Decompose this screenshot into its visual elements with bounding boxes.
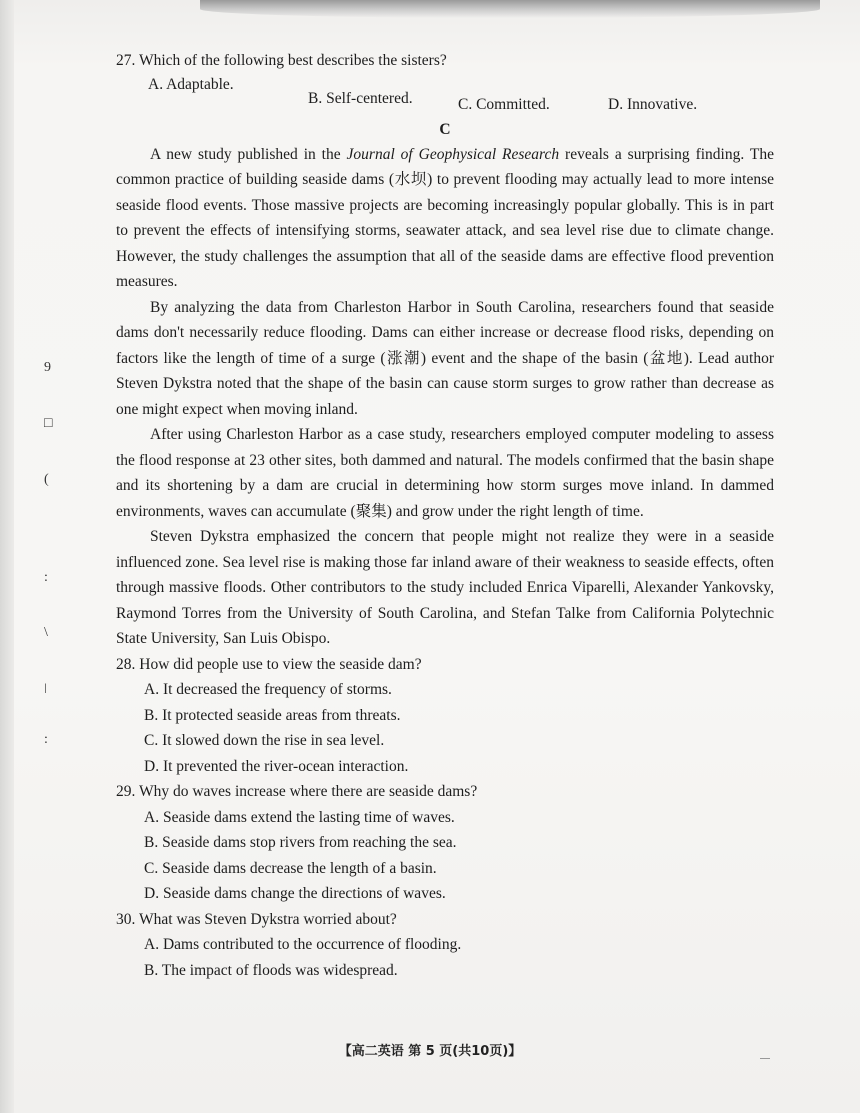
- question-title: 29. Why do waves increase where there are seaside dams?: [116, 783, 478, 800]
- section-letter: C: [439, 120, 451, 138]
- option-d: D. Seaside dams change the directions of waves.: [144, 885, 446, 902]
- q27-option-a: A. Adaptable.: [148, 75, 234, 93]
- exam-page: 9 □ ( : \ ǀ : 27. Which of the following best describes the sisters? A. Adaptable. B. Self-centered. C. Committed. D. Innovative. C A new study published in the Journal of Geophysical Research reveals a surprising finding. The common practice of building seaside dams (水坝) to prevent flooding may actually lead to more intense seaside flood events. Those massive projects are becoming increasingly popular globally. This is in part to prevent the effects of intensifying storms, seawater attack, and sea level rise due to climate change. However, the study challenges the assumption that all of the seaside dams are effective flood prevention measures. By analyzing the data from Charleston Harbor in South Carolina, researchers found that seaside dams don't necessarily reduce flooding. Dams can either increase or decrease flood risks, depending on factors like the length of time of a surge (涨潮) event and the shape of the basin (盆地). Lead author Steven Dykstra noted that the shape of the basin can cause storm surges to grow rather than decrease as one might expect when moving inland. After using Charleston Harbor as a case study, researchers employed computer modeling to assess the flood response at 23 other sites, both dammed and natural. The models confirmed that the basin shape and its shortening by a dam are crucial in determining how storm surges move inland. In dammed environments, waves can accumulate (聚集) and grow under the right length of time. Steven Dykstra emphasized the concern that people might not realize they were in a seaside influenced zone. Sea level rise is making those far inland aware of their weakness to seaside effects, often through massive floods. Other contributors to the study included Enrica Viparelli, Alexander Yankovsky, Raymond Torres from the University of South Carolina, and Stefan Talke from California Polytechnic State University, San Luis Obispo. 28. How did people use to view the seaside dam? A. It decreased the frequency of storms. B. It protected seaside areas from threats. C. It slowed down the rise in sea level. D. It prevented the river-ocean interaction. 29. Why do waves increase where there are seaside dams? A. Seaside dams extend the lasting time of waves. B. Seaside dams stop rivers from reaching the sea. C. Seaside dams decrease the length of a basin. D. Seaside dams change the directions of waves. 30. What was Steven Dykstra worried about? A. Dams contributed to the occurrence of flooding. B. The impact of floods was widespread. 【高二英语 第 5 页(共10页)】: [0, 0, 860, 1113]
- page-footer: 【高二英语 第 5 页(共10页)】: [338, 1044, 522, 1059]
- question-27-options: [116, 74, 774, 118]
- q27-option-c: C. Committed.: [458, 95, 550, 113]
- passage-paragraph-4: Steven Dykstra emphasized the concern that people might not realize they were in a seaside influenced zone. Sea level rise is making those far inland aware of their weakness to seaside effects, often through massive floods. Other contributors to the study included Enrica Viparelli, Alexander Yankovsky, Raymond Torres from the University of South Carolina, and Stefan Talke from California Polytechnic State University, San Luis Obispo.: [116, 528, 774, 647]
- question-29: [116, 779, 774, 907]
- page-content: [116, 48, 774, 983]
- journal-title: Journal of Geophysical Research: [346, 145, 560, 163]
- page-fold-shadow: [200, 0, 820, 18]
- option-c: C. Seaside dams decrease the length of a basin.: [144, 859, 437, 877]
- option-a: A. It decreased the frequency of storms.: [144, 681, 392, 698]
- q27-option-d: D. Innovative.: [608, 95, 698, 113]
- option-b: B. It protected seaside areas from threats.: [144, 706, 401, 724]
- question-title: 30. What was Steven Dykstra worried about?: [116, 910, 397, 928]
- footer-dash: [760, 1058, 770, 1059]
- option-a: A. Dams contributed to the occurrence of flooding.: [144, 936, 462, 953]
- option-b: B. Seaside dams stop rivers from reaching the sea.: [144, 834, 457, 851]
- question-28: [116, 652, 774, 780]
- passage-paragraph-3: After using Charleston Harbor as a case study, researchers employed computer modeling to assess the flood response at 23 other sites, both dammed and natural. The models confirmed that the basin shape and its shortening by a dam are crucial in determining how storm surges move inland. In dammed environments, waves can accumulate (聚集) and grow under the right length of time.: [116, 426, 774, 520]
- page-edge: [0, 0, 14, 1113]
- question-27-title: 27. Which of the following best describes the sisters?: [116, 52, 447, 69]
- q27-option-b: B. Self-centered.: [308, 89, 413, 107]
- question-title: 28. How did people use to view the seaside dam?: [116, 655, 422, 673]
- passage-paragraph-2: By analyzing the data from Charleston Harbor in South Carolina, researchers found that seaside dams don't necessarily reduce flooding. Dams can either increase or decrease flood risks, depending on factors like the length of time of a surge (涨潮) event and the shape of the basin (盆地). Lead author Steven Dykstra noted that the shape of the basin can cause storm surges to grow rather than decrease as one might expect when moving inland.: [116, 298, 774, 418]
- question-30: [116, 907, 774, 984]
- passage-paragraph-1: A new study published in the Journal of Geophysical Research reveals a surprising finding. The common practice of building seaside dams (水坝) to prevent flooding may actually lead to more intense seaside flood events. Those massive projects are becoming increasingly popular globally. This is in part to prevent the effects of intensifying storms, seawater attack, and sea level rise due to climate change. However, the study challenges the assumption that all of the seaside dams are effective flood prevention measures.: [116, 145, 774, 290]
- option-b: B. The impact of floods was widespread.: [144, 961, 398, 979]
- option-a: A. Seaside dams extend the lasting time of waves.: [144, 808, 455, 826]
- option-d: D. It prevented the river-ocean interaction.: [144, 757, 409, 775]
- option-c: C. It slowed down the rise in sea level.: [144, 732, 385, 749]
